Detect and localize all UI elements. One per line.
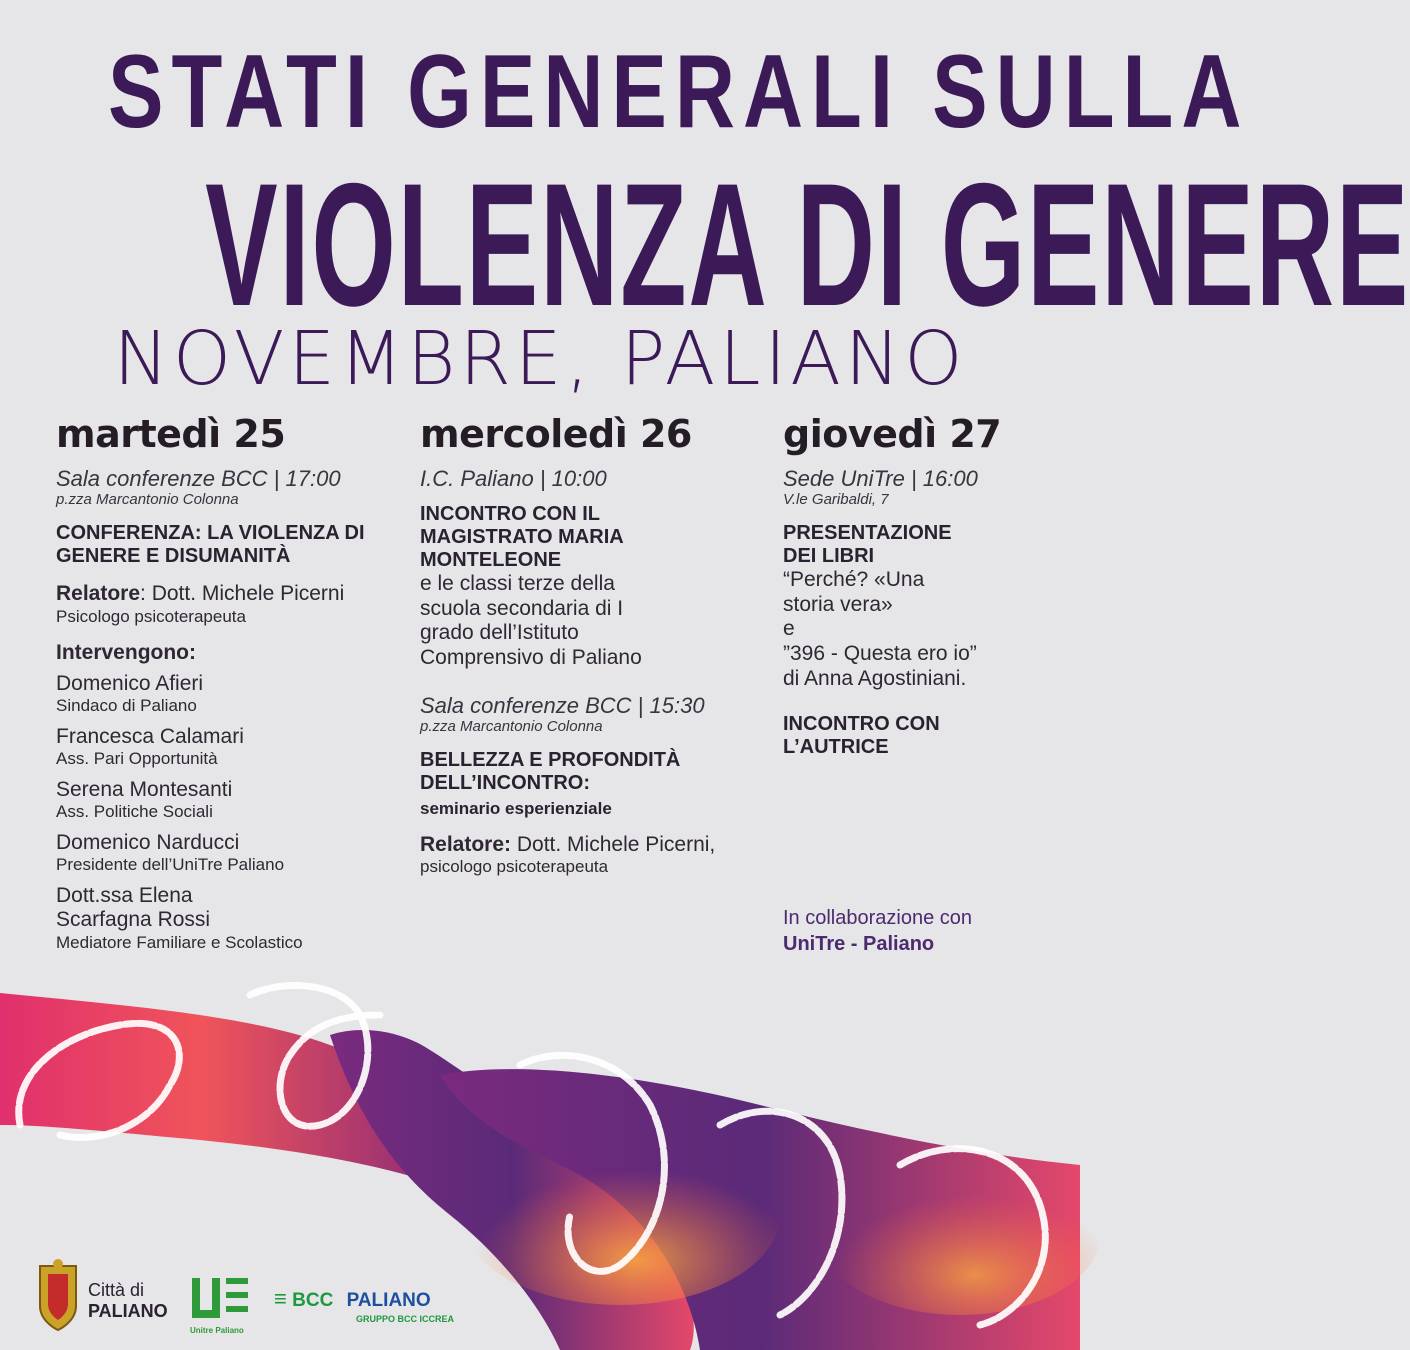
bcc-group: GRUPPO BCC ICCREA [356, 1314, 455, 1324]
book-title-2: ”396 - Questa ero io” [783, 641, 977, 665]
address-2: p.zza Marcantonio Colonna [420, 717, 603, 735]
title-line-3: NOVEMBRE, PALIANO [113, 316, 967, 402]
speaker: Relatore: Dott. Michele Picerni, [420, 832, 716, 856]
title-line-2: VIOLENZA DI GENERE [205, 148, 1410, 343]
collaboration-org: UniTre - Paliano [783, 933, 935, 955]
collaboration [783, 905, 972, 957]
address: V.le Garibaldi, 7 [783, 491, 889, 509]
participant: Dott.ssa Elena Scarfagna Rossi Mediatore Familiare e Scolastico [56, 883, 303, 952]
book-title-1: “Perché? «Una storia vera» [783, 568, 925, 616]
speaker: Relatore: Dott. Michele Picerni [56, 582, 345, 606]
day-column-tuesday [56, 412, 406, 953]
participants-label: Intervengono: [56, 641, 196, 665]
participant: Francesca Calamari Ass. Pari Opportunità [56, 724, 244, 769]
day-column-wednesday [420, 412, 770, 878]
event-heading: CONFERENZA: LA VIOLENZA DI GENERE E DISUMANITÀ [56, 522, 365, 568]
participant: Domenico Afieri Sindaco di Paliano [56, 671, 204, 716]
speaker-role: psicologo psicoterapeuta [420, 857, 609, 877]
venue: Sede UniTre | 16:00 [783, 466, 978, 491]
speaker-role: Psicologo psicoterapeuta [56, 606, 246, 626]
book-and: e [783, 617, 795, 641]
bcc-logo: ≡ BCC PALIANO [274, 1286, 431, 1311]
event-heading: INCONTRO CON IL MAGISTRATO MARIA MONTELEONE [420, 503, 623, 572]
event-description: e le classi terze della scuola secondaria di I grado dell’Istituto Comprensivo di Paliano [420, 572, 642, 669]
title-line-1: STATI GENERALI SULLA [108, 34, 1250, 150]
venue-2: Sala conferenze BCC | 15:30 [420, 692, 705, 718]
book-author: di Anna Agostiniani. [783, 666, 967, 690]
address: p.zza Marcantonio Colonna [56, 491, 239, 509]
day-column-thursday [783, 412, 1043, 759]
city-logo-text: Città di PALIANO [88, 1280, 168, 1321]
unitre-logo: Unitre Paliano [190, 1276, 254, 1335]
bcc-mark-icon: ≡ [274, 1286, 287, 1311]
unitre-mark-icon [190, 1276, 254, 1322]
event-subheading: seminario esperienziale [420, 798, 612, 818]
day-heading: giovedì 27 [783, 412, 1002, 456]
day-heading: martedì 25 [56, 412, 286, 456]
event-heading-2: INCONTRO CON L’AUTRICE [783, 713, 940, 759]
participant: Serena Montesanti Ass. Politiche Sociali [56, 777, 233, 822]
city-crest-icon [40, 1259, 76, 1330]
venue: Sala conferenze BCC | 17:00 [56, 466, 341, 491]
day-heading: mercoledì 26 [420, 412, 692, 456]
participant: Domenico Narducci Presidente dell’UniTre Paliano [56, 830, 285, 875]
event-heading: PRESENTAZIONE DEI LIBRI [783, 522, 952, 568]
venue: I.C. Paliano | 10:00 [420, 466, 607, 491]
event-heading-2: BELLEZZA E PROFONDITÀ DELL’INCONTRO: [420, 748, 681, 794]
collaboration-label: In collaborazione con [783, 907, 973, 929]
